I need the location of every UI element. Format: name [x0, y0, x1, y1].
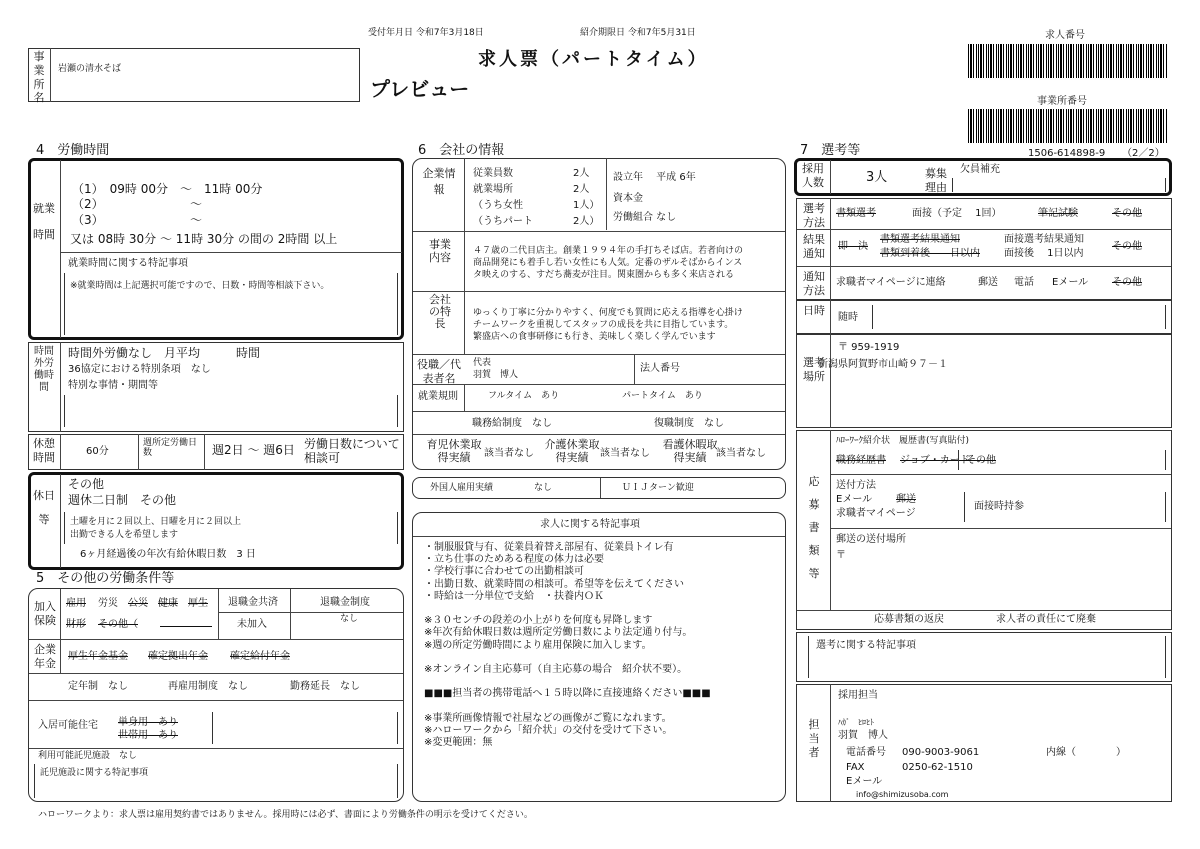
shift-3-tilde: ～ [190, 213, 203, 227]
paid-leave: 6ヶ月経過後の年次有給休暇日数 3 日 [80, 549, 256, 560]
fax-value: 0250-62-1510 [902, 762, 973, 773]
pension-label: 企業年金 [34, 643, 56, 670]
send-method-label: 送付方法 [836, 480, 876, 491]
site-label: 就業場所 [473, 184, 513, 195]
ins-koyou: 雇用 [66, 598, 86, 609]
reason-bracket [952, 178, 1166, 192]
date-label: 日時 [803, 304, 825, 317]
ins-kenpo: 健康 [158, 598, 178, 609]
notify-mail: 郵送 [978, 277, 998, 288]
note-line: ・立ち仕事のためある程度の体力は必要 [424, 554, 604, 566]
note-line: ※週の所定労働時間により雇用保険に加入します。 [424, 639, 652, 651]
page-title: 求人票（パートタイム） [478, 49, 709, 70]
childcare-facility: 利用可能託児施設 なし [38, 751, 138, 761]
labor-union: 労働組合 なし [613, 212, 677, 223]
pension-1: 厚生年金基金 [68, 651, 128, 662]
selection-notes-label: 選考に関する特記事項 [816, 640, 916, 651]
hours-special-text: ※就業時間は上記選択可能ですので、日数・時間等相談下さい。 [70, 281, 330, 291]
housing-bracket [212, 712, 398, 744]
holiday-note-2: 出勤できる人を希望します [70, 530, 179, 540]
docs-label: 応募書類等 [808, 475, 820, 581]
reason-label: 募集理由 [925, 167, 947, 195]
overtime-bracket [64, 395, 398, 427]
job-notes-title: 求人に関する特記事項 [540, 519, 640, 530]
business-1: ４７歳の二代目店主。創業１９９４年の手打ちそば店。若者向けの [473, 246, 744, 256]
reason-value: 欠員補充 [960, 164, 1000, 175]
break-value: 60分 [86, 446, 109, 457]
note-line: ※オンライン自主応募可（自主応募の場合 紹介状不要）。 [424, 663, 688, 675]
contact-role: 採用担当 [838, 690, 878, 701]
note-line: ・制服服貸与有、従業員着替え部屋有、従業員トイレ有 [424, 542, 674, 553]
date-bracket [872, 305, 1166, 329]
note-line: ・学校行事に合わせての出勤相談可 [424, 566, 584, 578]
notify-other: その他 [1112, 277, 1142, 288]
send-place-label: 郵送の送付場所 [836, 534, 906, 545]
note-line [424, 676, 780, 688]
method-label: 選考方法 [803, 202, 825, 229]
result-documents: 書類選考結果通知 [880, 234, 960, 245]
feature-label: 会社の特長 [429, 293, 451, 331]
notify-mypage: 求職者マイページに連絡 [836, 277, 946, 288]
method-written: 筆記試験 [1038, 208, 1078, 219]
rules-part: パートタイム あり [622, 391, 703, 401]
result-other: その他 [1112, 241, 1142, 252]
result-immediate: 即 決 [838, 241, 868, 252]
housing-label: 入居可能住宅 [38, 720, 98, 731]
break-label: 休憩時間 [33, 437, 55, 464]
part-value: 2人） [573, 216, 600, 227]
note-line [424, 700, 780, 712]
mutual-aid-label: 退職金共済 [228, 597, 278, 608]
method-interview: 面接（予定 1回） [912, 208, 1002, 219]
childcare-leave-value: 該当者なし [484, 448, 534, 459]
note-line: ※事業所画像情報で社屋などの画像がご覧になれます。 [424, 712, 672, 724]
send-email: Eメール [836, 494, 873, 505]
site-value: 2人 [573, 184, 590, 195]
rules-full: フルタイム あり [488, 391, 560, 401]
section-7-heading: 7 選考等 [800, 143, 861, 158]
special-circumstances: 特別な事情・期間等 [68, 380, 158, 391]
feature-3: 繁盛店への食事研修にも行き、美味しく楽しく学んでいます [473, 332, 716, 342]
care-leave-value: 該当者なし [716, 448, 766, 459]
hour-range: 又は 08時 30分 ～ 11時 30分 の間の 2時間 以上 [70, 232, 338, 246]
docs-career: 職務経歴書 [836, 455, 886, 466]
ins-kosai: 公災 [128, 598, 148, 609]
business-3: タ映えのする、すだち蕎麦が注目。関東圏からも多く来店される [473, 270, 735, 280]
place-zip: 〒 959-1919 [838, 342, 900, 353]
corp-number-label: 法人番号 [640, 363, 680, 374]
holiday-1: その他 [68, 477, 105, 491]
result-interview-after: 面接後 1日以内 [1004, 248, 1084, 259]
foreign-value: なし [534, 483, 553, 493]
ins-kosei: 厚生 [188, 598, 208, 609]
office-number-label: 事業所番号 [1037, 96, 1087, 107]
uij-turn: ＵＩＪターン歓迎 [622, 483, 694, 493]
notify-tel: 電話 [1014, 277, 1034, 288]
shift-3: （3） [72, 213, 104, 227]
contact-name: 羽賀 博人 [838, 730, 888, 741]
method-other: その他 [1112, 208, 1142, 219]
article-36: 36協定における特別条項 なし [68, 364, 211, 375]
preview-label: プレビュー [370, 77, 470, 101]
job-number-label: 求人番号 [1045, 30, 1085, 41]
send-mail: 郵送 [896, 494, 916, 505]
housing-family: 世帯用 あり [118, 730, 178, 741]
note-line: ※変更範囲：無 [424, 737, 493, 748]
place-address: 新潟県阿賀野市山崎９７－１ [818, 359, 948, 370]
holiday-note-1: 土曜を月に２回以上、日曜を月に２回以上 [70, 517, 242, 527]
shift-2: （2） [72, 197, 104, 211]
retirement-age: 定年制 なし [68, 681, 128, 692]
send-mypage: 求職者マイページ [836, 508, 916, 519]
pension-3: 確定給付年金 [230, 651, 290, 662]
nursing-leave-value: 該当者なし [600, 448, 650, 459]
employees-label: 従業員数 [473, 168, 513, 179]
capital: 資本金 [613, 193, 643, 204]
overtime-value: 時間外労働なし 月平均 時間 [68, 346, 261, 360]
tel-label: 電話番号 [846, 747, 886, 758]
received-date: 受付年月日 令和7年3月18日 [368, 28, 484, 38]
nursing-leave-label: 介護休業取得実績 [544, 438, 600, 465]
holiday-2: 週休二日制 その他 [68, 493, 177, 507]
date-value: 随時 [838, 312, 858, 323]
childcare-leave-label: 育児休業取得実績 [426, 438, 482, 465]
job-notes-list [424, 542, 780, 749]
docs-other: その他 [966, 455, 996, 466]
insurance-label: 加入保険 [34, 600, 56, 627]
email-label: Eメール [846, 776, 883, 787]
job-number-barcode [968, 44, 1168, 78]
company-info-label: 企業情報 [422, 167, 456, 196]
note-line: ※３０センチの段差の小上がりを何度も昇降します [424, 615, 653, 627]
housing-single: 単身用 あり [118, 717, 178, 728]
representative-label: 役職／代表者名 [417, 358, 461, 386]
notify-label: 通知方法 [803, 270, 825, 297]
section-6-heading: 6 会社の情報 [418, 143, 505, 158]
office-number: 1506-614898-9 [1028, 148, 1106, 159]
note-line: ■■■担当者の携帯電話へ１５時以降に直接連絡ください■■■ [424, 688, 711, 700]
feature-1: ゆっくり丁寧に分かりやすく、何度でも質問に応える指導を心掛け [473, 308, 743, 318]
office-name-label: 事業所名 [33, 50, 45, 105]
docs-required: ﾊﾛｰﾜｰｸ紹介状 履歴書(写真貼付) [836, 436, 970, 446]
ins-zaikei: 財形 [66, 619, 86, 630]
office-name: 岩瀬の清水そば [58, 64, 122, 74]
work-extension: 勤務延長 なし [290, 681, 360, 692]
shift-2-tilde: ～ [190, 197, 203, 211]
foreign-label: 外国人雇用実績 [430, 483, 494, 493]
business-label: 事業内容 [429, 238, 451, 265]
office-number-barcode [968, 109, 1168, 143]
notify-email: Eメール [1052, 277, 1089, 288]
note-line: ※年次有給休暇日数は週所定労働日数により法定通り付与。 [424, 627, 693, 639]
ins-other: その他（ [98, 619, 138, 630]
hire-count-label: 採用人数 [802, 162, 824, 189]
rehire-system: 再雇用制度 なし [168, 681, 248, 692]
note-line [424, 603, 780, 615]
office-name-box [28, 48, 360, 102]
reinstatement: 復職制度 なし [654, 418, 724, 429]
hire-count-value: 3人 [866, 170, 888, 185]
return-label: 応募書類の返戻 [874, 614, 944, 625]
shift-1: （1） 09時 00分 ～ 11時 00分 [72, 182, 263, 196]
feature-2: チームワークを重視してスタッフの成長を共に目指しています。 [473, 320, 734, 330]
part-label: （うちパート [473, 216, 533, 227]
business-2: 商品開発にも着手し若い女性にも人気。定番のザルそばからインス [473, 258, 743, 268]
note-line: ・出勤日数、就業時間の相談可。希望等を伝えてください [424, 578, 684, 590]
duty-pay: 職務給制度 なし [472, 418, 552, 429]
extension: 内線（ ） [1046, 747, 1126, 758]
email-value: info@shimizusoba.com [856, 790, 949, 799]
send-place-zip: 〒 [836, 550, 846, 561]
result-label: 結果通知 [803, 233, 825, 260]
rep-title: 代表 [473, 358, 492, 368]
footer-note: ハローワークより：求人票は雇用契約書ではありません。採用時には必ず、書面により労働条件の明示を受けてください。 [38, 810, 533, 820]
contact-kana: ﾊｶﾞ ﾋﾛﾋﾄ [838, 718, 874, 727]
female-label: （うち女性 [473, 200, 523, 211]
employees-value: 2人 [573, 168, 590, 179]
note-line: ・時給は一分単位で支給 ・扶養内ＯＫ [424, 590, 604, 602]
result-interview: 面接選考結果通知 [1004, 234, 1084, 245]
weekly-days-value: 週2日 ～ 週6日 [212, 443, 295, 457]
return-value: 求人者の責任にて廃棄 [996, 614, 1096, 625]
holiday-label: 休日等 [33, 489, 55, 527]
overtime-label: 時間外労働時間 [34, 346, 54, 393]
method-documents: 書類選考 [836, 208, 876, 219]
result-documents-after: 書類到着後 日以内 [880, 248, 980, 259]
place-label: 選考場所 [803, 356, 825, 384]
days-note: 労働日数について相談可 [304, 437, 400, 465]
hours-special-label: 就業時間に関する特記事項 [68, 258, 188, 269]
care-leave-label: 看護休暇取得実績 [662, 438, 718, 465]
send-note: 面接時持参 [974, 501, 1024, 512]
page-indicator: （2／2） [1122, 148, 1165, 159]
ins-rousai: 労災 [98, 598, 118, 609]
retirement-value: なし [340, 614, 359, 624]
fax-label: FAX [846, 762, 865, 773]
weekly-days-label: 週所定労働日数 [143, 438, 198, 459]
tel-value: 090-9003-9061 [902, 747, 980, 758]
mutual-aid-value: 未加入 [237, 619, 267, 630]
founded: 設立年 平成 6年 [613, 172, 696, 183]
section-5-heading: 5 その他の労働条件等 [36, 571, 175, 586]
referral-deadline: 紹介期限日 令和7年5月31日 [580, 28, 696, 38]
note-line [424, 652, 780, 664]
working-hours-label: 就業時間 [33, 202, 55, 242]
docs-job-card: ジョブ・カード [900, 455, 970, 466]
note-line: ※ハローワークから「紹介状」の交付を受けて下さい。 [424, 724, 673, 736]
female-value: 1人） [573, 200, 600, 211]
rep-name: 羽賀 博人 [473, 370, 519, 380]
rules-label: 就業規則 [418, 391, 458, 402]
retirement-label: 退職金制度 [320, 597, 370, 608]
childcare-note: 託児施設に関する特記事項 [40, 768, 149, 778]
pension-2: 確定拠出年金 [148, 651, 208, 662]
section-4-heading: 4 労働時間 [36, 143, 110, 158]
contact-label: 担当者 [808, 718, 820, 759]
